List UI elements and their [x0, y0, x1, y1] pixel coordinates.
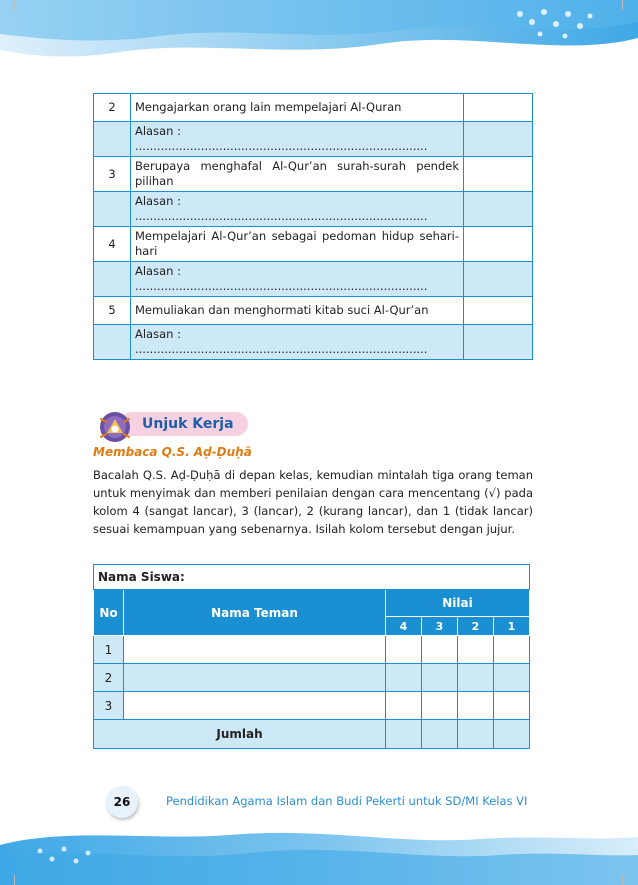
total-label: Jumlah — [94, 720, 386, 749]
instruction-paragraph: Bacalah Q.S. Aḍ-Ḍuḥā di depan kelas, kemudian mintalah tiga orang teman untuk menyimak dan memberi penilaian dengan cara mencentang (√) pada kolom 4 (sangat lancar), 3 (lancar), 2 (kurang lancar), dan 1 (tidak lancar) sesuai kemampuan yang sebenarnya. Isilah kolom tersebut dengan jujur. — [93, 468, 533, 536]
bottom-wave-decoration — [0, 815, 638, 885]
table-row — [94, 122, 533, 157]
statement-cell: Berupaya menghafal Al-Qur’an surah-surah pendek pilihan — [131, 157, 464, 192]
table-row — [94, 157, 533, 192]
score-level-header: 3 — [422, 617, 458, 636]
score-cell[interactable] — [422, 636, 458, 664]
blank-cell — [94, 262, 131, 297]
reason-cell[interactable]: Alasan : ................................................................................ — [131, 325, 464, 360]
row-number: 1 — [94, 636, 124, 664]
student-name-field[interactable]: Nama Siswa: — [94, 565, 530, 590]
table-row — [94, 297, 533, 325]
section-title: Unjuk Kerja — [120, 412, 248, 436]
score-cell[interactable] — [458, 664, 494, 692]
total-cell[interactable] — [494, 720, 530, 749]
total-cell[interactable] — [458, 720, 494, 749]
table-row — [94, 692, 530, 720]
score-level-header: 4 — [386, 617, 422, 636]
score-cell[interactable] — [422, 664, 458, 692]
blank-cell — [464, 192, 533, 227]
crop-mark — [622, 0, 623, 10]
table-row — [94, 664, 530, 692]
check-cell[interactable] — [464, 94, 533, 122]
row-number: 2 — [94, 664, 124, 692]
blank-cell — [94, 192, 131, 227]
friend-name-cell[interactable] — [124, 636, 386, 664]
book-title: Pendidikan Agama Islam dan Budi Pekerti untuk SD/MI Kelas VI — [166, 794, 528, 808]
total-cell[interactable] — [422, 720, 458, 749]
table-row — [94, 262, 533, 297]
score-cell[interactable] — [422, 692, 458, 720]
column-header-friend: Nama Teman — [124, 590, 386, 636]
table-row — [94, 227, 533, 262]
score-level-header: 2 — [458, 617, 494, 636]
column-header-score: Nilai — [386, 590, 530, 617]
performance-badge-icon — [97, 409, 133, 445]
crop-mark — [622, 875, 623, 885]
friend-name-cell[interactable] — [124, 664, 386, 692]
row-number: 3 — [94, 692, 124, 720]
score-cell[interactable] — [386, 664, 422, 692]
blank-cell — [94, 122, 131, 157]
friend-name-cell[interactable] — [124, 692, 386, 720]
crop-mark — [14, 875, 15, 885]
top-wave-decoration — [0, 0, 638, 75]
table-header-row — [94, 590, 530, 617]
score-cell[interactable] — [494, 636, 530, 664]
crop-mark — [14, 0, 15, 10]
score-table — [93, 564, 530, 749]
row-number: 5 — [94, 297, 131, 325]
table-row — [94, 565, 530, 590]
statement-cell: Mengajarkan orang lain mempelajari Al-Quran — [131, 94, 464, 122]
score-cell[interactable] — [494, 664, 530, 692]
table-row — [94, 94, 533, 122]
blank-cell — [94, 325, 131, 360]
check-cell[interactable] — [464, 297, 533, 325]
score-level-header: 1 — [494, 617, 530, 636]
row-number: 2 — [94, 94, 131, 122]
page-number: 26 — [106, 786, 138, 818]
table-row — [94, 325, 533, 360]
check-cell[interactable] — [464, 157, 533, 192]
reason-cell[interactable]: Alasan : ................................................................................ — [131, 192, 464, 227]
table-row — [94, 192, 533, 227]
activity-subtitle: Membaca Q.S. Aḍ-Ḍuḥā — [93, 445, 252, 459]
table-row — [94, 636, 530, 664]
blank-cell — [464, 262, 533, 297]
row-number: 4 — [94, 227, 131, 262]
statement-cell: Mempelajari Al-Qur’an sebagai pedoman hidup sehari-hari — [131, 227, 464, 262]
score-cell[interactable] — [494, 692, 530, 720]
blank-cell — [464, 122, 533, 157]
score-cell[interactable] — [458, 636, 494, 664]
criteria-table — [93, 93, 533, 360]
score-cell[interactable] — [386, 636, 422, 664]
total-row — [94, 720, 530, 749]
row-number: 3 — [94, 157, 131, 192]
reason-cell[interactable]: Alasan : ................................................................................ — [131, 262, 464, 297]
column-header-no: No — [94, 590, 124, 636]
score-cell[interactable] — [386, 692, 422, 720]
total-cell[interactable] — [386, 720, 422, 749]
reason-cell[interactable]: Alasan : ................................................................................ — [131, 122, 464, 157]
blank-cell — [464, 325, 533, 360]
score-cell[interactable] — [458, 692, 494, 720]
statement-cell: Memuliakan dan menghormati kitab suci Al-Qur’an — [131, 297, 464, 325]
check-cell[interactable] — [464, 227, 533, 262]
